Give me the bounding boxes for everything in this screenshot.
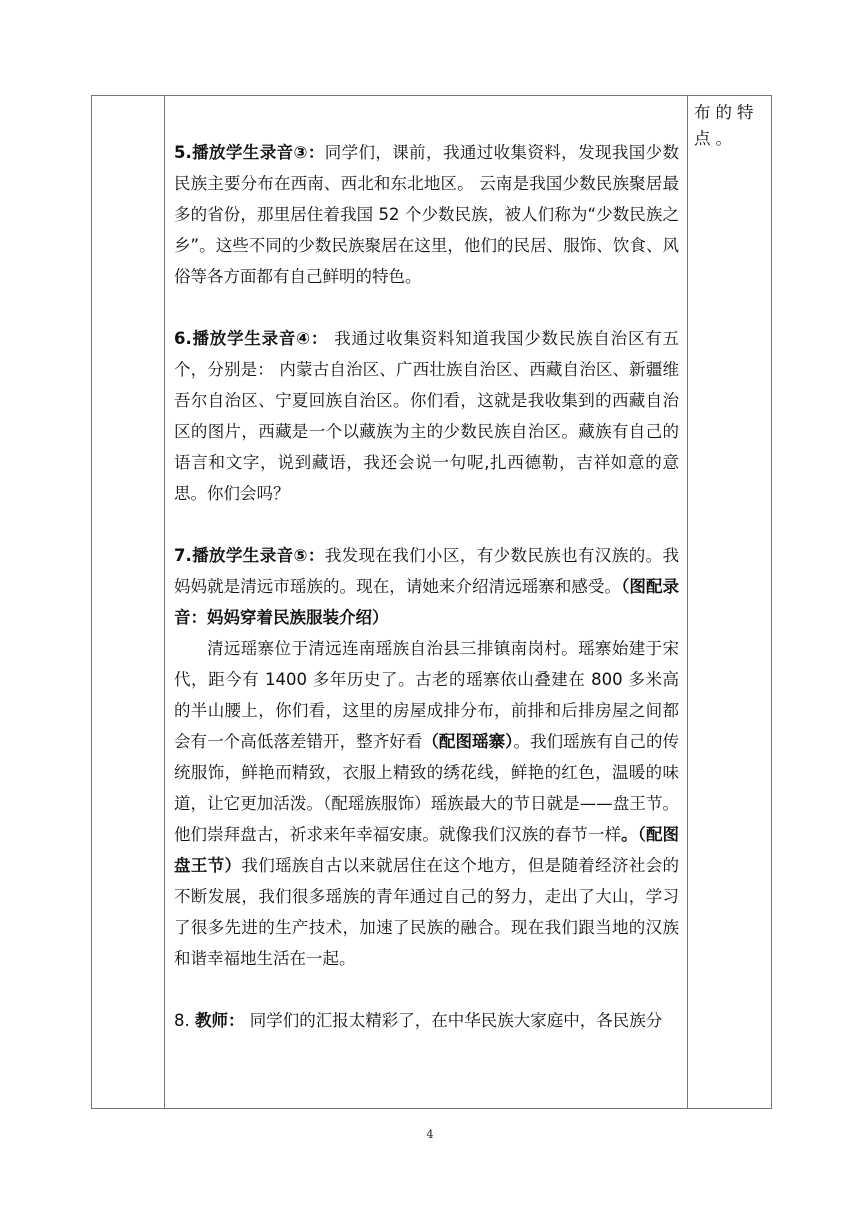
main-text-cell	[165, 95, 687, 1109]
section-6-label: 6.播放学生录音④：	[174, 329, 329, 348]
yao-text-1: 清远瑶寨位于清远连南瑶族自治县三排镇南岗村。瑶寨始建于宋代，距今有 1400 多年历史了。古老的瑶寨依山叠建在 800 多米高的半山腰上，你们看，这里的房屋成排分布，前排和后排房屋之间都会有一个高低落差错开，整齐好看	[174, 639, 679, 751]
section-8-number: 8.	[174, 1011, 195, 1030]
yao-bold-2: 。（配图盘王节）	[174, 825, 680, 875]
section-8-text: 同学们的汇报太精彩了，在中华民族大家庭中，各民族分	[244, 1011, 663, 1030]
section-8	[174, 1005, 679, 1036]
section-5	[174, 137, 679, 292]
section-7	[174, 540, 679, 633]
section-8-label: 教师：	[195, 1011, 245, 1030]
section-5-label: 5.播放学生录音③：	[174, 143, 325, 162]
yao-text-2: 。我们瑶族有自己的传统服饰，鲜艳而精致，衣服上精致的绣花线，鲜艳的红色，温暖的味道，让它更加活泼。（配瑶族服饰）瑶族最大的节日就是——盘王节。他们崇拜盘古，祈求来年幸福安康。就像我们汉族的春节一样	[174, 732, 680, 844]
section-7-text: 我发现在我们小区，有少数民族也有汉族的。我妈妈就是清远市瑶族的。现在，请她来介绍清远瑶寨和感受。	[174, 546, 679, 596]
section-6-text: 我通过收集资料知道我国少数民族自治区有五个，分别是： 内蒙古自治区、广西壮族自治区、西藏自治区、新疆维吾尔自治区、宁夏回族自治区。你们看，这就是我收集到的西藏自治区的图片，西藏是一个以藏族为主的少数民族自治区。藏族有自己的语言和文字，说到藏语，我还会说一句呢,扎西德勒，吉祥如意的意思。你们会吗？	[174, 329, 679, 503]
right-cell-text: 布的特点。	[694, 103, 759, 148]
section-6	[174, 323, 679, 509]
yao-bold-1: （配图瑶寨）	[422, 732, 514, 751]
section-5-text: 同学们，课前，我通过收集资料，发现我国少数民族主要分布在西南、西北和东北地区。 云南是我国少数民族聚居最多的省份，那里居住着我国 52 个少数民族，被人们称为“少数民族之乡”。这些不同的少数民族聚居在这里，他们的民居、服饰、饮食、风俗等各方面都有自己鲜明的特色。	[174, 143, 679, 286]
section-7-label: 7.播放学生录音⑤：	[174, 546, 325, 565]
column-divider-right	[687, 95, 688, 1109]
yao-village-paragraph	[174, 633, 679, 974]
page-number: 4	[426, 1128, 434, 1141]
yao-text-3: 我们瑶族自古以来就居住在这个地方，但是随着经济社会的不断发展，我们很多瑶族的青年通过自己的努力，走出了大山，学习了很多先进的生产技术，加速了民族的融合。现在我们跟当地的汉族和谐幸福地生活在一起。	[174, 856, 680, 968]
section-7-bold-note: （图配录音：妈妈穿着民族服装介绍）	[174, 577, 680, 627]
